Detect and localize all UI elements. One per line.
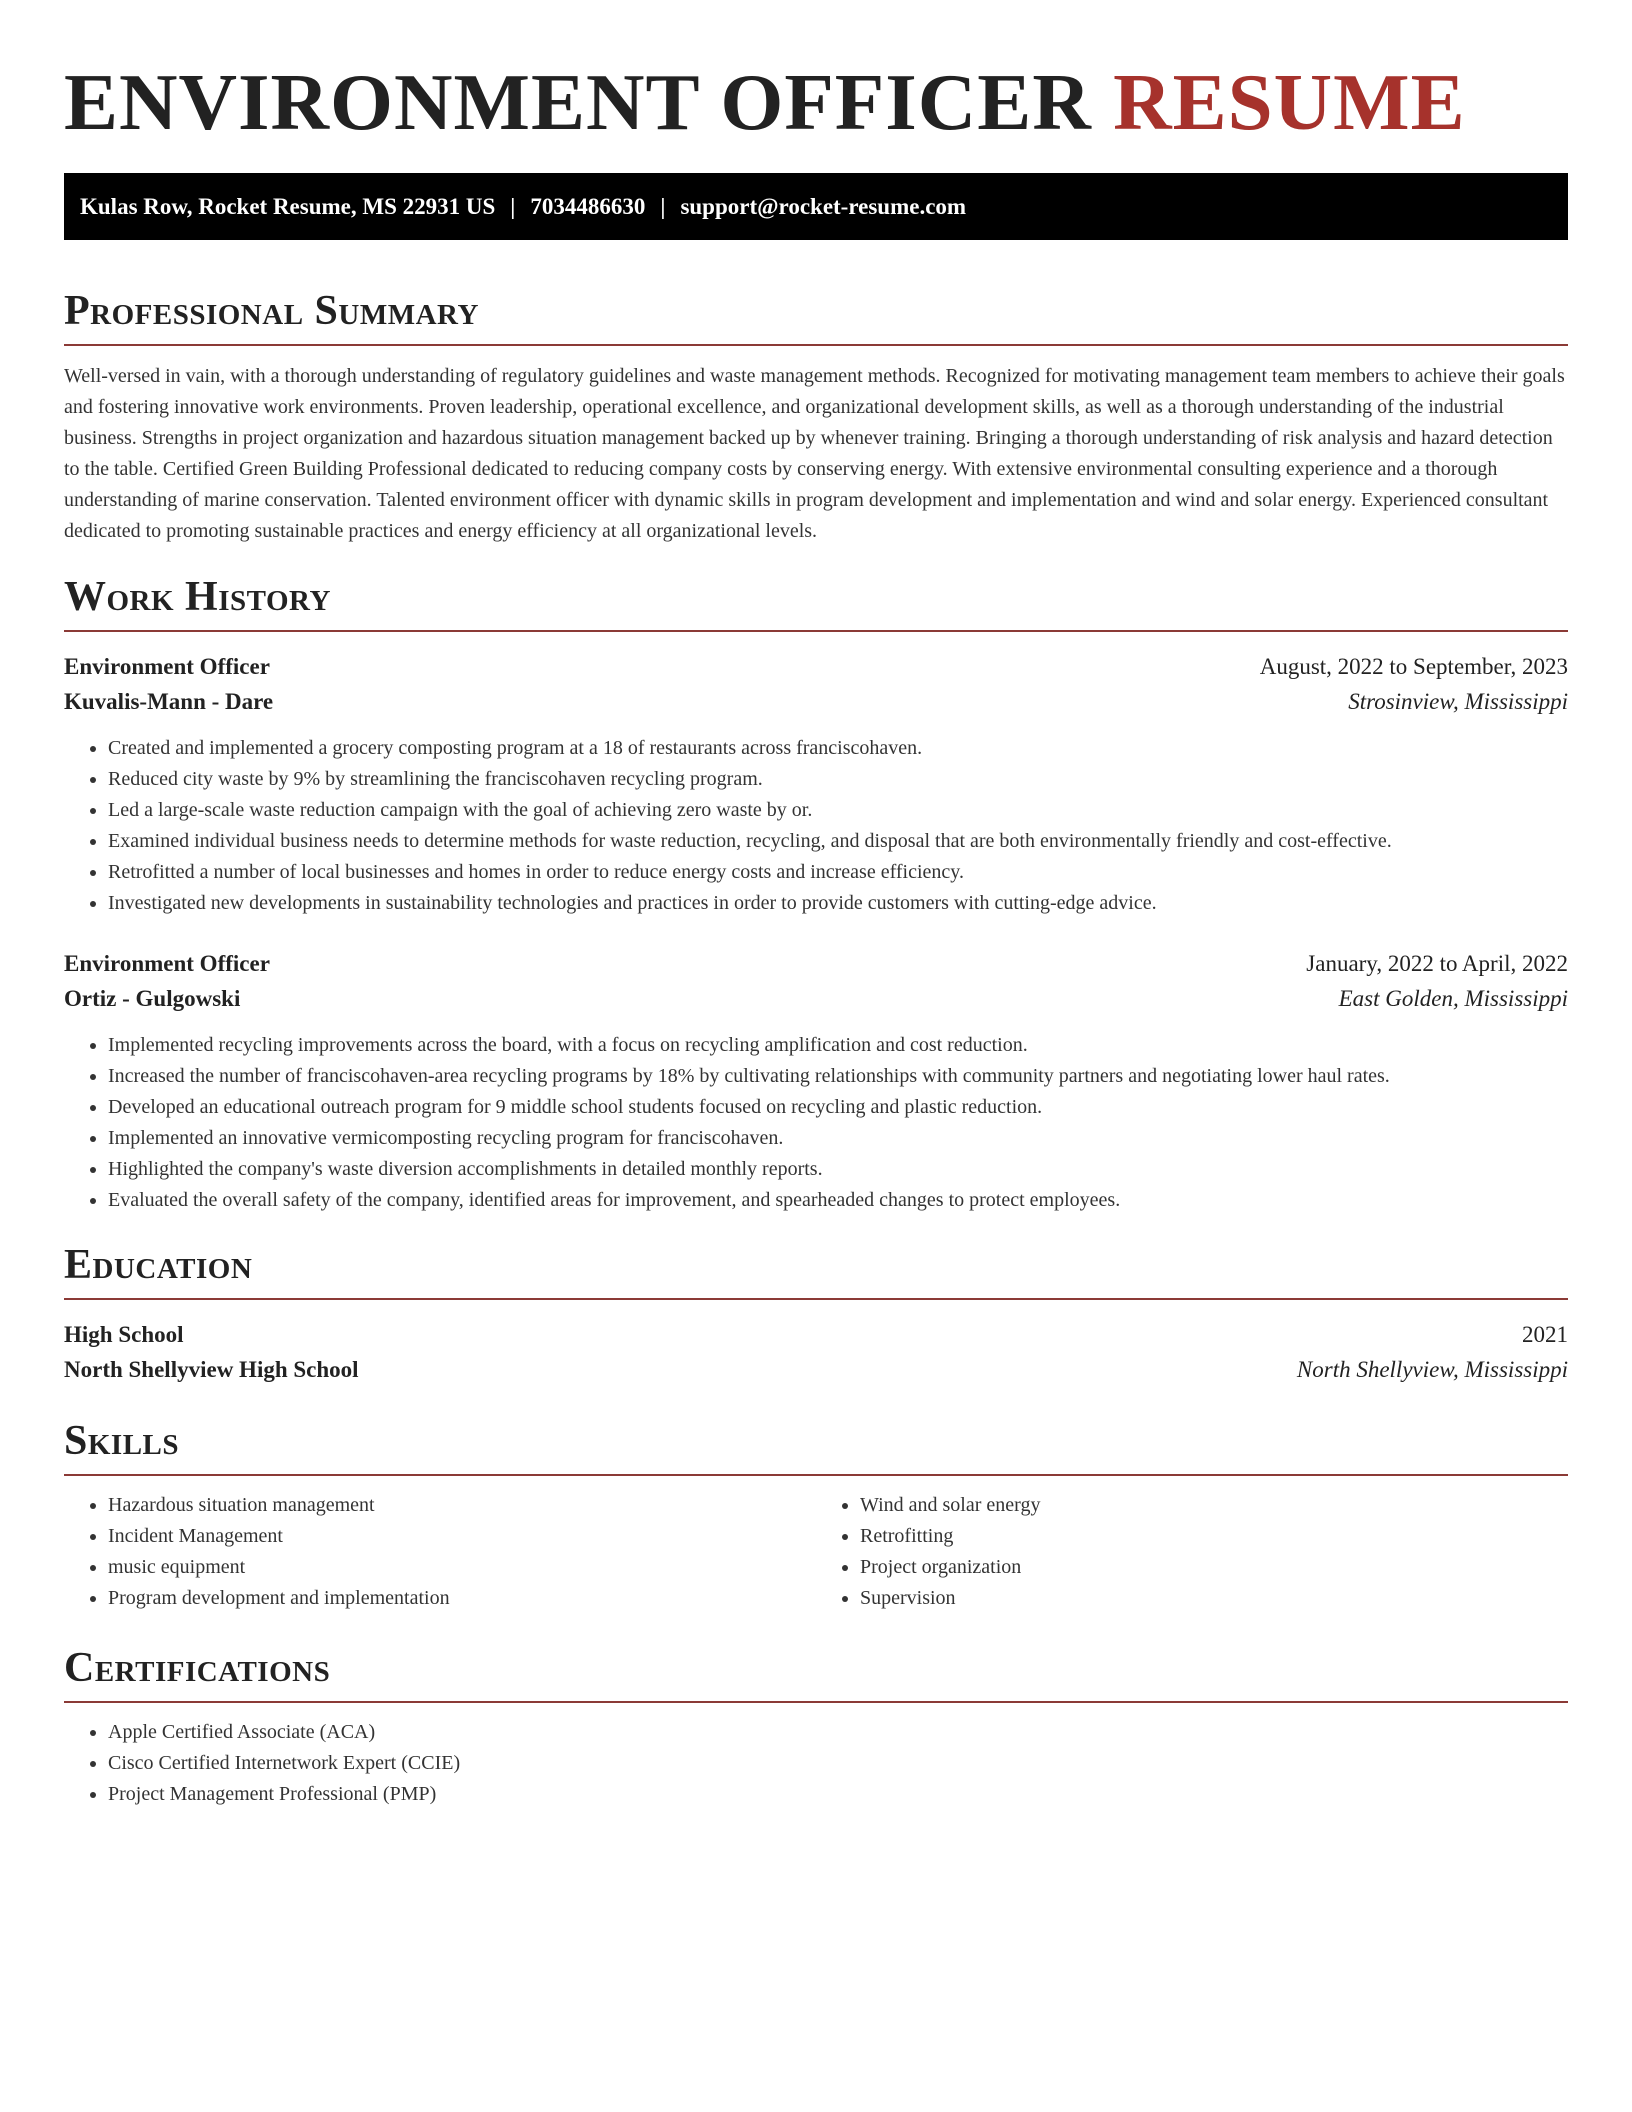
job-company: Ortiz - Gulgowski [64,986,241,1011]
education-heading: Education [64,1242,253,1288]
job-entry [64,649,1568,919]
skills-list-right [816,1490,1568,1614]
title-main: ENVIRONMENT OFFICER [64,57,1092,147]
list-item: • Investigated new developments in sustainability technologies and practices in order to provide customers with cutting-edge advice. [108,888,1568,919]
list-item: • Retrofitting [860,1521,1568,1552]
list-item: • Project organization [860,1552,1568,1583]
list-item: • Developed an educational outreach program for 9 middle school students focused on recycling and plastic reduction. [108,1092,1568,1123]
list-item: • Project Management Professional (PMP) [108,1779,1568,1810]
list-item: • Incident Management [108,1521,816,1552]
list-item: • Implemented recycling improvements across the board, with a focus on recycling amplification and cost reduction. [108,1030,1568,1061]
resume-title [64,52,1568,152]
contact-separator: | [660,193,666,219]
skills-list-left [64,1490,816,1614]
section-divider [64,344,1568,346]
summary-section [64,283,1568,547]
education-section [64,1237,1568,1387]
list-item: • Cisco Certified Internetwork Expert (CCIE) [108,1748,1568,1779]
skills-grid [64,1476,1568,1614]
list-item: • Created and implemented a grocery composting program at a 18 of restaurants across franciscohaven. [108,733,1568,764]
list-item: • Hazardous situation management [108,1490,816,1521]
job-company-row [64,684,1568,719]
contact-phone: 7034486630 [530,193,646,219]
education-school-row [64,1352,1568,1387]
section-divider [64,630,1568,632]
job-title: Environment Officer [64,654,270,679]
list-item: • Highlighted the company's waste diversion accomplishments in detailed monthly reports. [108,1154,1568,1185]
summary-heading: Professional Summary [64,288,479,334]
job-bullets [64,1030,1568,1216]
job-bullets [64,733,1568,919]
list-item: • Reduced city waste by 9% by streamlining the franciscohaven recycling program. [108,764,1568,795]
list-item: • Increased the number of franciscohaven-area recycling programs by 18% by cultivating relationships with community partners and negotiating lower haul rates. [108,1061,1568,1092]
contact-email: support@rocket-resume.com [680,193,967,219]
list-item: • Apple Certified Associate (ACA) [108,1717,1568,1748]
work-history-heading: Work History [64,574,331,620]
list-item: • Retrofitted a number of local businesses and homes in order to reduce energy costs and increase efficiency. [108,857,1568,888]
job-location: East Golden, Mississippi [1338,986,1568,1011]
list-item: • music equipment [108,1552,816,1583]
list-item: • Led a large-scale waste reduction campaign with the goal of achieving zero waste by or. [108,795,1568,826]
skills-section [64,1413,1568,1614]
section-divider [64,1701,1568,1703]
contact-bar [64,173,1568,240]
list-item: • Implemented an innovative vermicomposting recycling program for franciscohaven. [108,1123,1568,1154]
education-year: 2021 [1522,1322,1568,1347]
education-degree: High School [64,1322,184,1347]
work-history-section [64,569,1568,1216]
job-title: Environment Officer [64,951,270,976]
job-location: Strosinview, Mississippi [1348,689,1568,714]
education-header [64,1317,1568,1352]
job-dates: January, 2022 to April, 2022 [1306,951,1568,976]
certifications-section [64,1640,1568,1810]
job-entry [64,946,1568,1216]
job-dates: August, 2022 to September, 2023 [1259,654,1568,679]
list-item: • Examined individual business needs to determine methods for waste reduction, recycling, and disposal that are both environmentally friendly and cost-effective. [108,826,1568,857]
education-location: North Shellyview, Mississippi [1296,1357,1568,1382]
list-item: • Program development and implementation [108,1583,816,1614]
list-item: • Supervision [860,1583,1568,1614]
education-school: North Shellyview High School [64,1357,359,1382]
contact-address: Kulas Row, Rocket Resume, MS 22931 US [80,193,496,219]
list-item: • Evaluated the overall safety of the company, identified areas for improvement, and spearheaded changes to protect employees. [108,1185,1568,1216]
section-divider [64,1298,1568,1300]
job-header [64,649,1568,684]
education-entry [64,1317,1568,1387]
job-header [64,946,1568,981]
list-item: • Wind and solar energy [860,1490,1568,1521]
certifications-heading: Certifications [64,1645,331,1691]
certifications-list [64,1717,1568,1810]
contact-separator: | [510,193,516,219]
summary-text: Well-versed in vain, with a thorough understanding of regulatory guidelines and waste management methods. Recognized for motivating management team members to achieve their goals and fostering innovative work environments. Proven leadership, operational excellence, and organizational development skills, as well as a thorough understanding of the industrial business. Strengths in project organization and hazardous situation management backed up by whenever training. Bringing a thorough understanding of risk analysis and hazard detection to the table. Certified Green Building Professional dedicated to reducing company costs by conserving energy. With extensive environmental consulting experience and a thorough understanding of marine conservation. Talented environment officer with dynamic skills in program development and implementation and wind and solar energy. Experienced consultant dedicated to promoting sustainable practices and energy efficiency at all organizational levels. [64,365,1565,542]
title-accent: RESUME [1113,57,1466,147]
job-company: Kuvalis-Mann - Dare [64,689,274,714]
skills-heading: Skills [64,1418,180,1464]
job-company-row [64,981,1568,1016]
